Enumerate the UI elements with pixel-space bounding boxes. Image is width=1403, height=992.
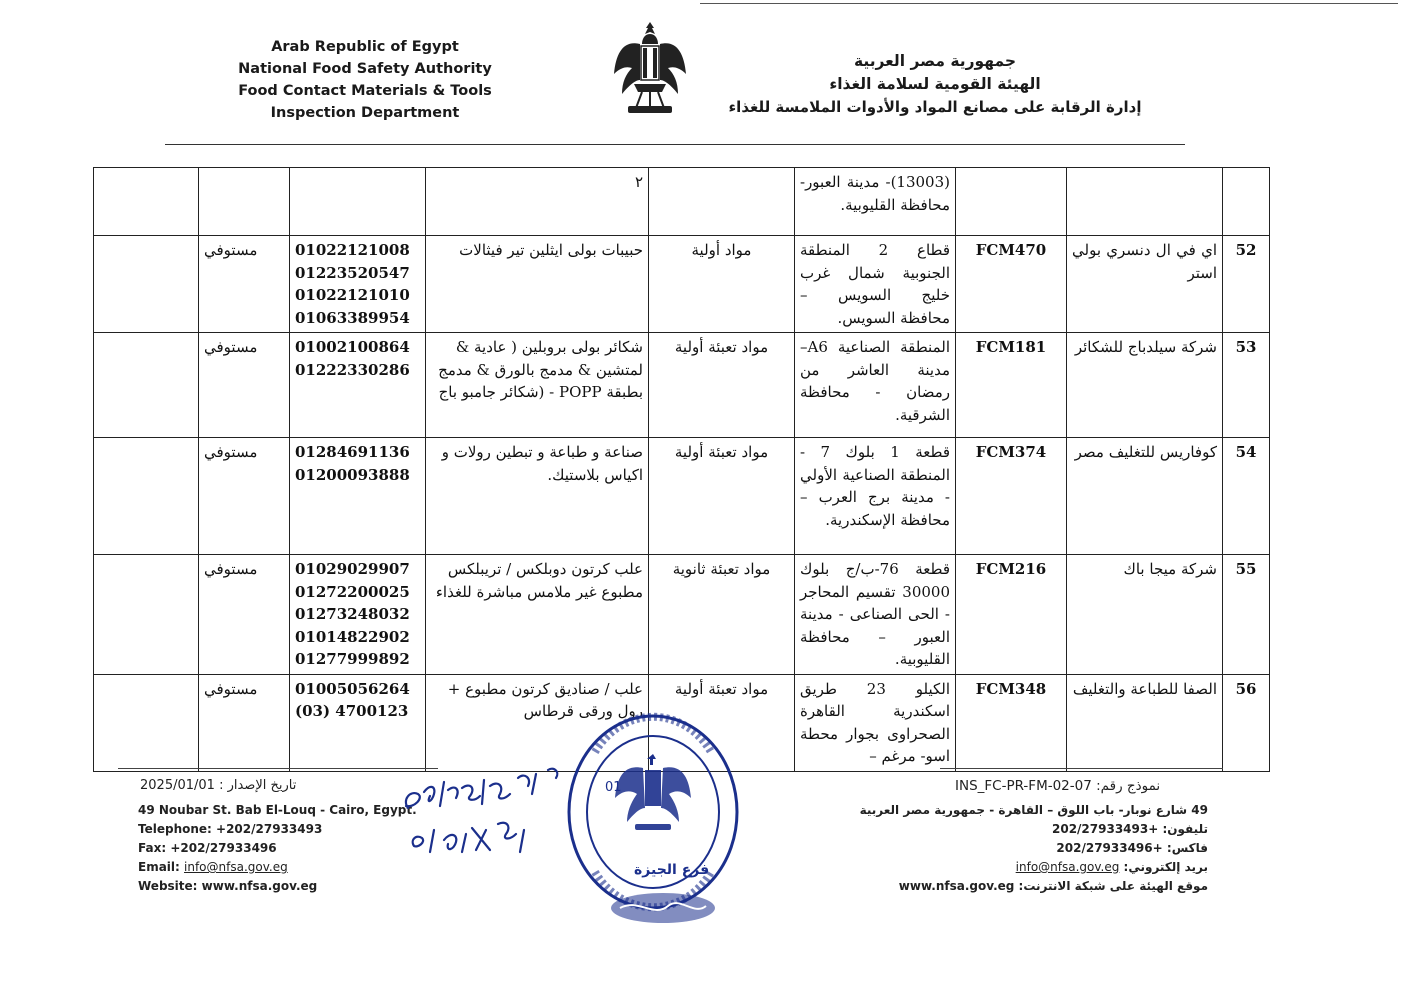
company-address: المنطقة الصناعية A6– مدينة العاشر من رمضان - محافظة الشرقية. (795, 333, 956, 438)
material-category: مواد تعبئة أولية (649, 674, 795, 771)
table-row (94, 168, 1270, 236)
footer-ar-telephone (860, 820, 1208, 839)
products: شكائر بولى بروبلين ( عادية & لمتشين & مدمج بالورق & مدمج بطبقة POPP - (شكائر جامبو باج (426, 333, 649, 438)
status: مستوفي (199, 674, 290, 771)
table-row (94, 236, 1270, 333)
phone-number: 01014822902 (295, 627, 410, 646)
company-address: قطعة 76-ب/ج بلوك 30000 تقسيم المحاجر - الحى الصناعى - مدينة العبور – محافظة القليوبية. (795, 555, 956, 675)
header-arabic (725, 50, 1145, 119)
company-name: اي في ال دنسري بولي استر (1067, 236, 1223, 333)
status (199, 168, 290, 236)
header-ar-line-1: جمهورية مصر العربية (853, 52, 1017, 70)
table-row (94, 555, 1270, 675)
row-number (1223, 168, 1270, 236)
products: ٢ (426, 168, 649, 236)
stamp-page-number: 01 (605, 780, 622, 795)
phone-number: 01223520547 (295, 263, 410, 282)
status: مستوفي (199, 236, 290, 333)
email-label: Email: (138, 860, 180, 874)
phone-numbers (290, 333, 426, 438)
registration-code: FCM216 (956, 555, 1067, 675)
material-category: مواد تعبئة أولية (649, 438, 795, 555)
website-link[interactable]: www.nfsa.gov.eg (201, 879, 318, 893)
row-number: 52 (1223, 236, 1270, 333)
website-label: Website: (138, 879, 198, 893)
company-address: قطعة 1 بلوك 7 - المنطقة الصناعية الأولي - مدينة برج العرب – محافظة الإسكندرية. (795, 438, 956, 555)
company-name: شركة سيلدباج للشكائر (1067, 333, 1223, 438)
phone-number: (03) 4700123 (295, 702, 409, 720)
company-name: كوفاريس للتغليف مصر (1067, 438, 1223, 555)
notes-cell (94, 333, 199, 438)
company-address: (13003)- مدينة العبور- محافظة القليوبية. (795, 168, 956, 236)
header-divider (165, 144, 1185, 145)
material-category: مواد أولية (649, 236, 795, 333)
header-en-line-3: Food Contact Materials & Tools (238, 83, 492, 99)
phone-number: 01277999892 (295, 650, 410, 668)
company-name: الصفا للطباعة والتغليف (1067, 674, 1223, 771)
website-link-ar[interactable]: www.nfsa.gov.eg (898, 879, 1015, 893)
header-english (200, 36, 530, 124)
eagle-emblem-icon (610, 18, 690, 118)
email-link-ar[interactable]: info@nfsa.gov.eg (1015, 860, 1120, 874)
header-en-line-1: Arab Republic of Egypt (271, 39, 459, 55)
factories-table (93, 167, 1270, 772)
header-en-line-2: National Food Safety Authority (238, 61, 492, 77)
phone-number: 01222330286 (295, 360, 410, 379)
footer-en-fax (138, 839, 417, 858)
row-number: 56 (1223, 674, 1270, 771)
row-number: 55 (1223, 555, 1270, 675)
footer-ar-fax (860, 839, 1208, 858)
header-en-line-4: Inspection Department (270, 105, 460, 121)
registration-code (956, 168, 1067, 236)
footer-en-email (138, 858, 417, 877)
registration-code: FCM181 (956, 333, 1067, 438)
issue-date: تاريخ الإصدار : 2025/01/01 (140, 778, 297, 793)
fax-label: Fax: (138, 841, 167, 855)
email-label-ar: بريد إلكتروني: (1123, 860, 1208, 874)
footer-contact-english (138, 801, 417, 896)
footer-ar-address: 49 شارع نوبار- باب اللوق – القاهرة - جمهورية مصر العربية (859, 803, 1208, 817)
phone-number: 01272200025 (295, 582, 410, 601)
phone-number: 01029029907 (295, 560, 410, 578)
row-number: 54 (1223, 438, 1270, 555)
stamp-branch-label: فرع الجيزة (634, 862, 710, 878)
form-number: نموذج رقم: INS_FC-PR-FM-02-07 (955, 778, 1161, 794)
phone-number: 01022121008 (295, 241, 410, 259)
telephone-value: +202/27933493 (216, 822, 323, 836)
status: مستوفي (199, 333, 290, 438)
phone-numbers (290, 674, 426, 771)
telephone-label: Telephone: (138, 822, 212, 836)
notes-cell (94, 438, 199, 555)
notes-cell (94, 168, 199, 236)
handwritten-signature (400, 760, 570, 870)
phone-numbers (290, 168, 426, 236)
footer-en-website (138, 877, 417, 896)
phone-number: 01002100864 (295, 338, 410, 356)
products: حبيبات بولى ايثلين تير فيثالات (426, 236, 649, 333)
phone-numbers (290, 555, 426, 675)
fax-value-ar: +202/27933496 (1056, 841, 1163, 855)
status: مستوفي (199, 555, 290, 675)
company-name: شركة ميجا باك (1067, 555, 1223, 675)
registration-code: FCM374 (956, 438, 1067, 555)
phone-number: 01273248032 (295, 605, 410, 623)
header-ar-line-3: إدارة الرقابة على مصانع المواد والأدوات الملامسة للغذاء (728, 98, 1142, 116)
notes-cell (94, 555, 199, 675)
phone-numbers (290, 236, 426, 333)
fax-value: +202/27933496 (170, 841, 277, 855)
company-address: قطاع 2 المنطقة الجنوبية شمال غرب خليج السويس – محافظة السويس. (795, 236, 956, 333)
footer-ar-website (860, 877, 1208, 896)
table-row (94, 333, 1270, 438)
products: علب كرتون دوبلكس / تريبلكس مطبوع غير ملامس مباشرة للغذاء (426, 555, 649, 675)
footer-ar-email (860, 858, 1208, 877)
registration-code: FCM470 (956, 236, 1067, 333)
registration-code: FCM348 (956, 674, 1067, 771)
telephone-value-ar: +202/27933493 (1052, 822, 1159, 836)
footer-divider-right (940, 768, 1223, 769)
footer-divider-left (118, 768, 438, 769)
phone-number: 01022121010 (295, 286, 410, 304)
products: علب / صناديق كرتون مطبوع + رول ورقى قرطاس (426, 674, 649, 771)
footer-en-telephone (138, 820, 417, 839)
header-ar-line-2: الهيئة القومية لسلامة الغذاء (829, 75, 1041, 93)
phone-number: 01284691136 (295, 443, 410, 461)
company-address: الكيلو 23 طريق اسكندرية القاهرة الصحراوى بجوار محطة اسو- مرغم – (795, 674, 956, 771)
material-category: مواد تعبئة أولية (649, 333, 795, 438)
notes-cell (94, 674, 199, 771)
row-number: 53 (1223, 333, 1270, 438)
material-category (649, 168, 795, 236)
stamp-mark-icon (608, 890, 718, 926)
phone-number: 01200093888 (295, 465, 410, 484)
products: صناعة و طباعة و تبطين رولات و اكياس بلاستيك. (426, 438, 649, 555)
table-row (94, 438, 1270, 555)
phone-number: 01063389954 (295, 308, 410, 327)
telephone-label-ar: تليفون: (1162, 822, 1208, 836)
status: مستوفي (199, 438, 290, 555)
footer-en-address: 49 Noubar St. Bab El-Louq - Cairo, Egypt. (138, 803, 417, 817)
footer-contact-arabic (860, 801, 1208, 896)
company-name (1067, 168, 1223, 236)
fax-label-ar: فاكس: (1166, 841, 1208, 855)
top-border-line (700, 3, 1398, 4)
material-category: مواد تعبئة ثانوية (649, 555, 795, 675)
website-label-ar: موقع الهيئة على شبكة الانترنت: (1018, 879, 1208, 893)
email-link[interactable]: info@nfsa.gov.eg (184, 860, 288, 874)
notes-cell (94, 236, 199, 333)
phone-numbers (290, 438, 426, 555)
phone-number: 01005056264 (295, 679, 410, 698)
